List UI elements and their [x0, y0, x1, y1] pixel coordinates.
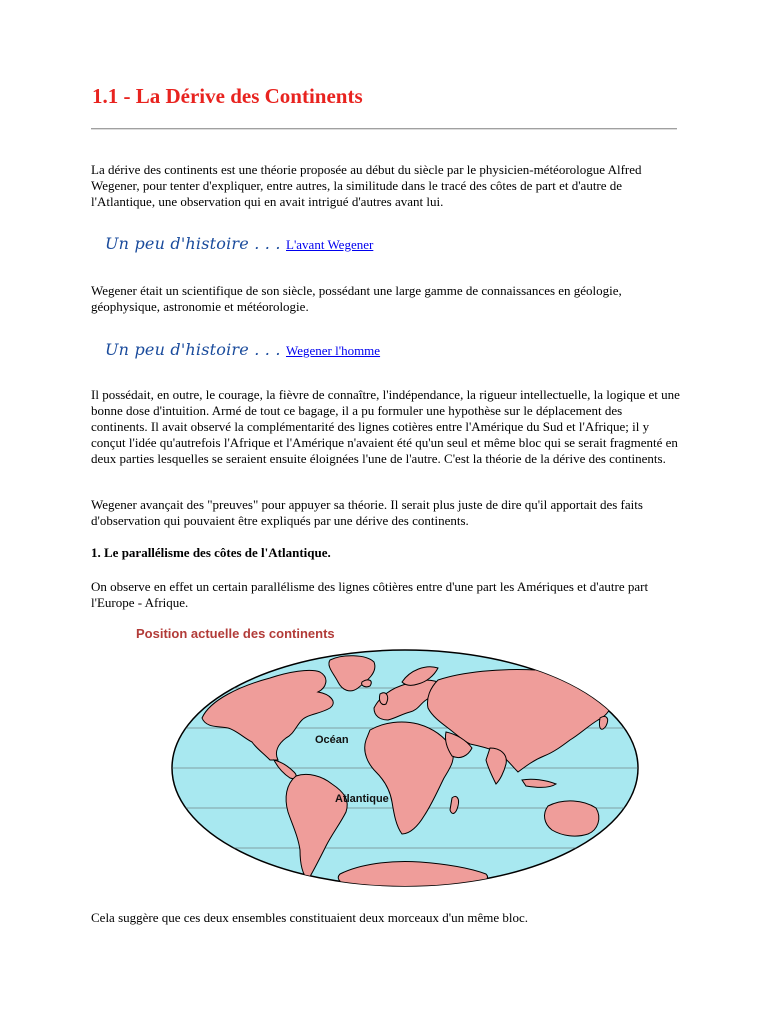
conclusion-paragraph: Cela suggère que ces deux ensembles constituaient deux morceaux d'un même bloc. — [91, 910, 528, 925]
evidence-paragraph: Wegener avançait des "preuves" pour appuyer sa théorie. Il serait plus juste de dire qu'il apportait des faits d'observation qui pouvaient être expliqués par une dérive des continents. — [91, 497, 643, 528]
new-zealand — [613, 836, 619, 847]
australia — [545, 801, 599, 836]
theory-paragraph: Il possédait, en outre, le courage, la fièvre de connaître, l'indépendance, la rigueur intellectuelle, la logique et une bonne dose d'intuition. Armé de tout ce bagage, il a pu formuler une hypothèse sur le déplacement des continents. Il avait observé la complémentarité des lignes cotières entre l'Amérique du Sud et l'Afrique; il y conçut l'idée qu'autrefois l'Afrique et l'Amérique n'avaient été qu'un seul et même bloc qui se serait fragmenté en deux parties lesquelles se seraient ensuite éloignées l'une de l'autre. C'est la théorie de la dérive des continents. — [91, 387, 680, 466]
history-heading-2: Un peu d'histoire . . . — [105, 340, 281, 359]
british-isles — [379, 693, 387, 705]
link-wegener-homme[interactable]: Wegener l'homme — [286, 343, 381, 358]
world-map-svg — [170, 648, 640, 888]
section-heading-parallelism: 1. Le parallélisme des côtes de l'Atlantique. — [91, 545, 331, 560]
wegener-paragraph: Wegener était un scientifique de son siècle, possédant une large gamme de connaissances en géologie, géophysique, astronomie et météorologie. — [91, 283, 622, 314]
label-ocean: Océan — [315, 734, 349, 746]
intro-paragraph: La dérive des continents est une théorie proposée au début du siècle par le physicien-météorologue Alfred Wegener, pour tenter d'expliquer, entre autres, la similitude dans le tracé des côtes de part et d'autre de l'Atlantique, une observation qui en avait intrigué d'autres avant lui. — [91, 162, 642, 209]
map-title: Position actuelle des continents — [136, 626, 335, 641]
parallelism-paragraph: On observe en effet un certain parallélisme des lignes côtières entre d'une part les Amériques et d'autre part l'Europe - Afrique. — [91, 579, 649, 610]
label-atlantique: Atlantique — [335, 793, 389, 805]
link-avant-wegener[interactable]: L'avant Wegener — [286, 237, 374, 252]
history-heading-1: Un peu d'histoire . . . — [105, 234, 281, 253]
horizontal-rule — [91, 128, 677, 130]
world-map — [170, 648, 640, 888]
page-title: 1.1 - La Dérive des Continents — [92, 84, 363, 108]
iceland — [362, 680, 372, 687]
